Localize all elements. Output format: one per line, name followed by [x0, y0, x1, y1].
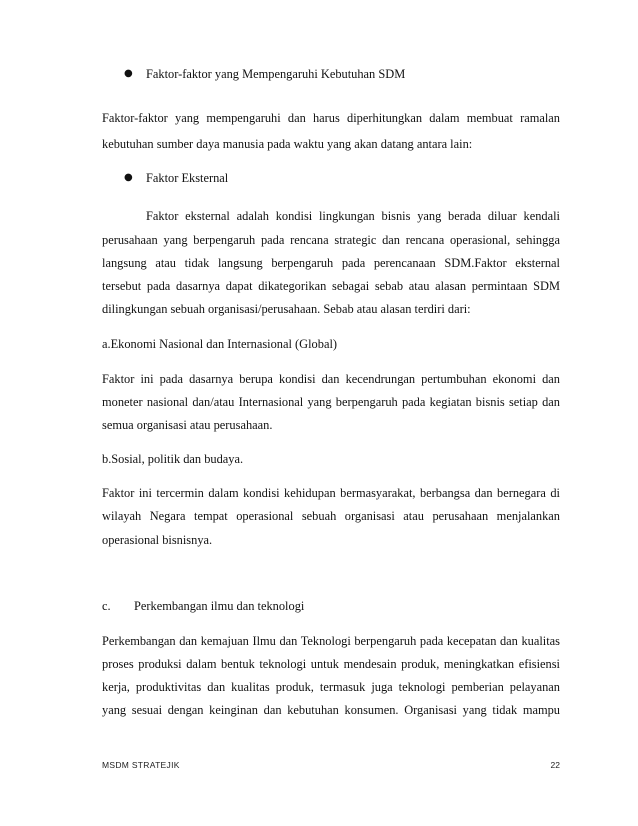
para-b-line-1: Faktor ini tercermin dalam kondisi kehidupan bermasyarakat, berbangsa dan bernegara di: [102, 486, 560, 500]
bullet-item-text: Faktor-faktor yang Mempengaruhi Kebutuhan SDM: [146, 67, 406, 81]
heading-a: a.Ekonomi Nasional dan Internasional (Global): [102, 337, 338, 351]
eksternal-line-5: dilingkungan sebuah organisasi/perusahaan. Sebab atau alasan terdiri dari:: [102, 302, 471, 316]
eksternal-line-2: perusahaan yang berpengaruh pada rencana strategic dan rencana operasional, sehingga: [102, 233, 560, 247]
para-c-line-4: yang sesuai dengan keinginan dan kebutuhan konsumen. Organisasi yang tidak mampu: [102, 703, 560, 717]
footer-title: MSDM STRATEJIK: [102, 760, 180, 770]
heading-c-text: Perkembangan ilmu dan teknologi: [134, 599, 305, 613]
para-a-line-1: Faktor ini pada dasarnya berupa kondisi dan kecendrungan pertumbuhan ekonomi dan: [102, 372, 560, 386]
bullet-icon: ●: [124, 68, 133, 79]
page-number: 22: [550, 760, 560, 770]
eksternal-line-4: tersebut pada dasarnya dapat dikategorikan sebagai sebab atau alasan permintaan SDM: [102, 279, 560, 293]
intro-line-2: kebutuhan sumber daya manusia pada waktu yang akan datang antara lain:: [102, 137, 473, 151]
para-a-line-2: moneter nasional dan/atau Internasional yang berpengaruh pada kegiatan bisnis setiap dan: [102, 395, 560, 409]
intro-line-1: Faktor-faktor yang mempengaruhi dan harus diperhitungkan dalam membuat ramalan: [102, 111, 560, 125]
para-c-line-2: proses produksi dalam bentuk teknologi untuk mendesain produk, meningkatkan efisiensi: [102, 657, 560, 671]
para-a-line-3: semua organisasi atau perusahaan.: [102, 418, 273, 432]
eksternal-line-1: Faktor eksternal adalah kondisi lingkungan bisnis yang berada diluar kendali: [146, 209, 560, 223]
heading-b: b.Sosial, politik dan budaya.: [102, 452, 244, 466]
para-c-line-3: kerja, produktivitas dan kualitas produk, termasuk juga teknologi pemberian pelayanan: [102, 680, 560, 694]
bullet-item-text: Faktor Eksternal: [146, 171, 229, 185]
list-marker: c.: [102, 599, 111, 613]
eksternal-line-3: langsung atau tidak langsung berpengaruh pada perencanaan SDM.Faktor eksternal: [102, 256, 560, 270]
para-b-line-3: operasional bisnisnya.: [102, 533, 213, 547]
bullet-icon: ●: [124, 172, 133, 183]
para-c-line-1: Perkembangan dan kemajuan Ilmu dan Teknologi berpengaruh pada kecepatan dan kualitas: [102, 634, 560, 648]
para-b-line-2: wilayah Negara tempat operasional sebuah organisasi atau perusahaan menjalankan: [102, 509, 560, 523]
